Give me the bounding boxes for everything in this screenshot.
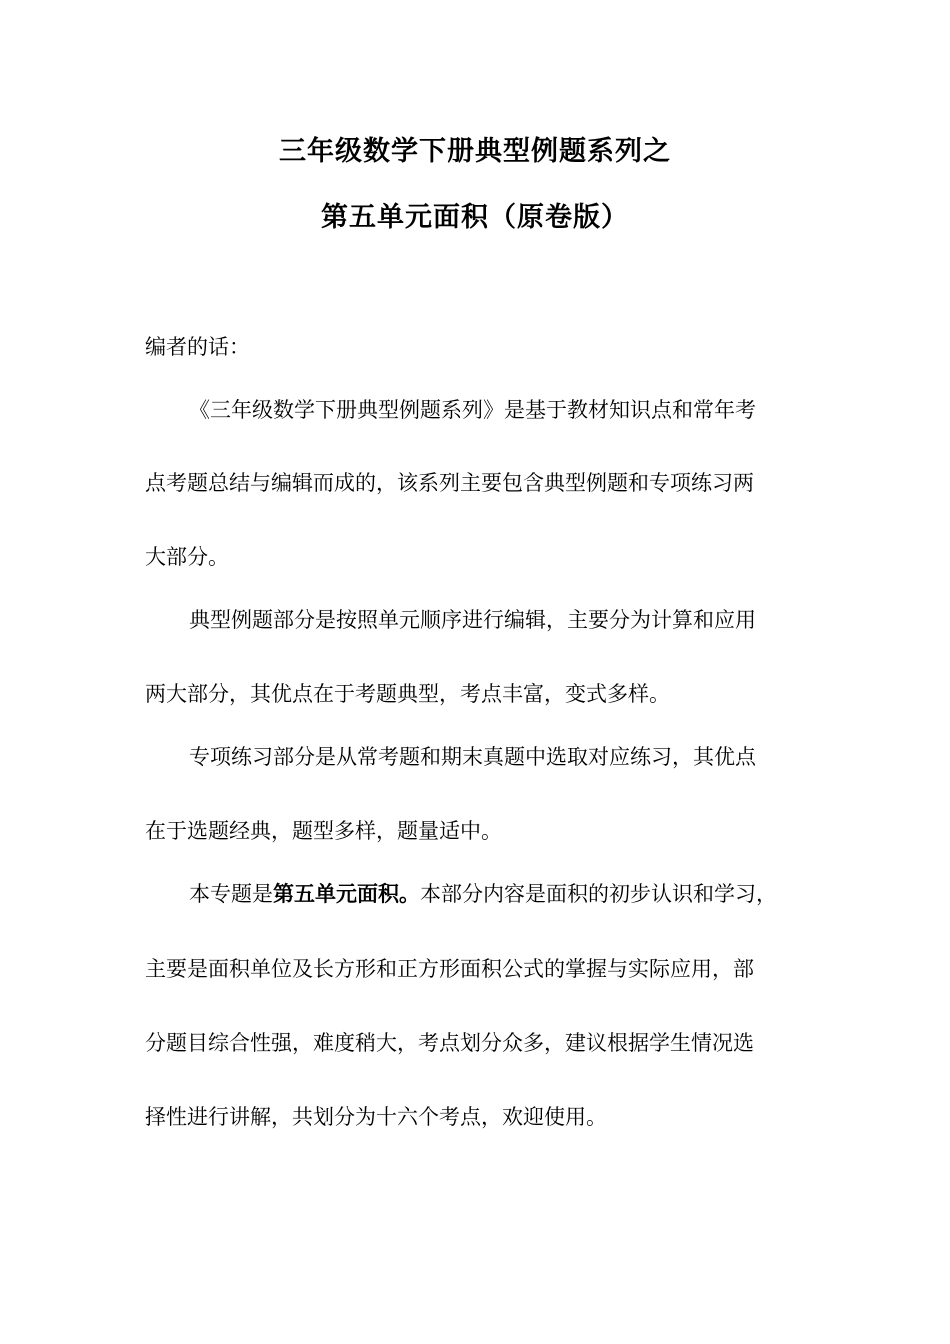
- paragraph-4-line-1: [189, 880, 777, 908]
- document-title-line2: 第五单元面积（原卷版）: [321, 202, 629, 233]
- paragraph-2-line-2: 两大部分，其优点在于考题典型，考点丰富，变式多样。: [145, 682, 670, 706]
- paragraph-4-line-3: 分题目综合性强，难度稍大，考点划分众多，建议根据学生情况选: [145, 1031, 754, 1055]
- document-title-line1: 三年级数学下册典型例题系列之: [279, 136, 671, 167]
- paragraph-4-line-4: 择性进行讲解，共划分为十六个考点，欢迎使用。: [145, 1105, 607, 1129]
- paragraph-1-line-3: 大部分。: [145, 545, 229, 569]
- paragraph-1-line-2: 点考题总结与编辑而成的，该系列主要包含典型例题和专项练习两: [145, 471, 754, 495]
- paragraph-3-line-2: 在于选题经典，题型多样，题量适中。: [145, 819, 502, 843]
- paragraph-3-line-1: 专项练习部分是从常考题和期末真题中选取对应练习，其优点: [189, 745, 756, 769]
- paragraph-2-line-1: 典型例题部分是按照单元顺序进行编辑，主要分为计算和应用: [189, 608, 756, 632]
- paragraph-4-suffix: 本部分内容是面积的初步认识和学习，: [420, 882, 777, 906]
- paragraph-4-line-2: 主要是面积单位及长方形和正方形面积公式的掌握与实际应用，部: [145, 957, 754, 981]
- paragraph-4-topic: 第五单元面积。: [273, 882, 420, 906]
- intro-label: 编者的话：: [145, 335, 250, 359]
- paragraph-1-line-1: 《三年级数学下册典型例题系列》是基于教材知识点和常年考: [189, 398, 756, 422]
- paragraph-4-prefix: 本专题是: [189, 882, 273, 906]
